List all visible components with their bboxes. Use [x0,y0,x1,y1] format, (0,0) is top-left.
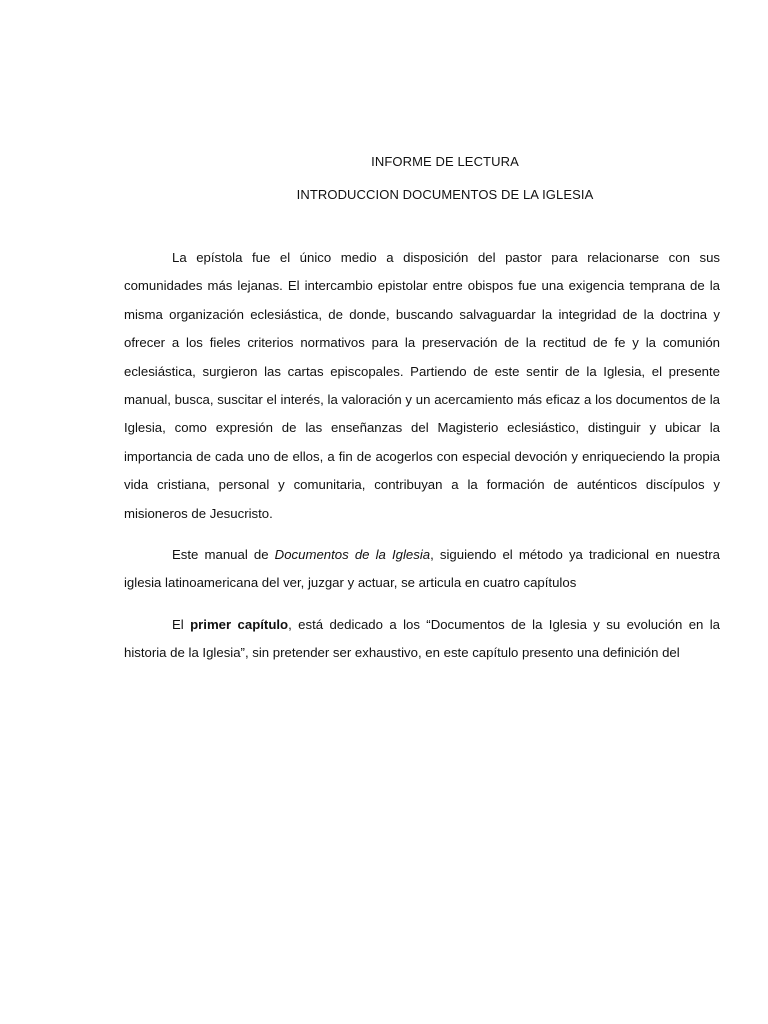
paragraph-manual-text-end: , siguiendo el método ya tradicional en nuestra iglesia latinoamericana del ver, juzgar y actuar, se articula en cuatro capítulos [124,547,720,591]
paragraph-first-chapter [124,611,720,668]
document-subtitle: INTRODUCCION DOCUMENTOS DE LA IGLESIA [296,187,594,202]
first-chapter-bold: primer capítulo [190,617,289,632]
manual-title-italic: Documentos de la Iglesia [274,547,431,562]
paragraph-manual-text-start: Este manual de [172,547,275,562]
paragraph-intro: La epístola fue el único medio a disposición del pastor para relacionarse con sus comunidades más lejanas. El intercambio epistolar entre obispos fue una exigencia temprana de la misma organización eclesiástica, de donde, buscando salvaguardar la integridad de la doctrina y ofrecer a los fieles criterios normativos para la preservación de la rectitud de fe y la comunión eclesiástica, surgieron las cartas episcopales. Partiendo de este sentir de la Iglesia, el presente manual, busca, suscitar el interés, la valoración y un acercamiento más eficaz a los documentos de la Iglesia, como expresión de las enseñanzas del Magisterio eclesiástico, distinguir y ubicar la importancia de cada uno de ellos, a fin de acogerlos con especial devoción y enriqueciendo la propia vida cristiana, personal y comunitaria, contribuyan a la formación de auténticos discípulos y misioneros de Jesucristo. [124,250,720,521]
document-title: INFORME DE LECTURA [371,154,519,169]
paragraph-manual [124,541,720,598]
paragraph-first-chapter-text-end: , está dedicado a los “Documentos de la Iglesia y su evolución en la historia de la Iglesia”, sin pretender ser exhaustivo, en este capítulo presento una definición del [124,617,721,661]
paragraph-first-chapter-text-start: El [172,617,191,632]
